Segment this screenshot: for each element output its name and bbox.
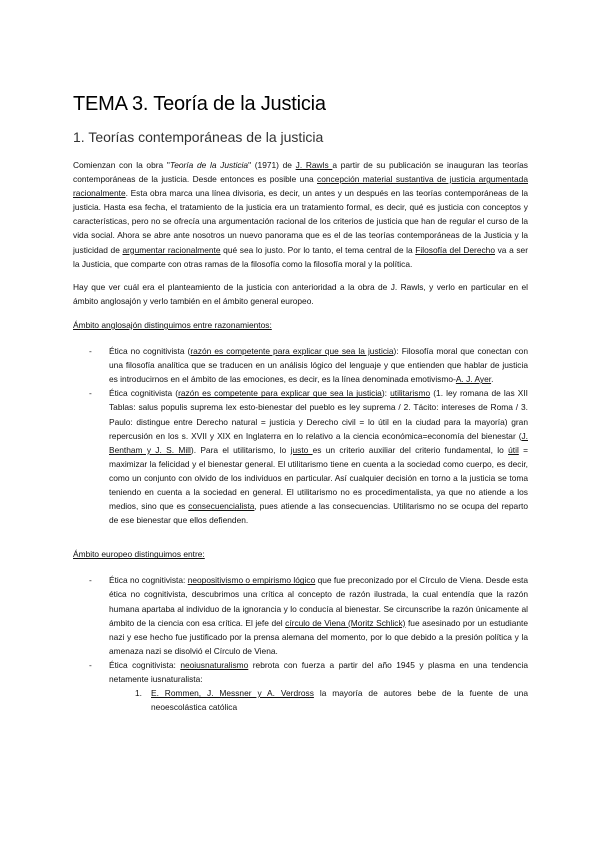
list-item: - Ética cognitivista (razón es competente para explicar que sea la justicia): utilitarismo (1. ley romana de las XII Tablas: salus populis suprema lex esto-bienestar del pueblo es ley suprema / 2. Tácito: intereses de Roma / 3. Paulo: distingue entre Derecho natural = justicia y Derecho civil = lo útil en la ciudad para la mayoría) gran repercusión en los s. XVII y XIX en Inglaterra en lo relativo a la ciencia económica=economía del bienestar (J. Bentham y J. S. Mill). Para el utilitarismo, lo justo es un criterio auxiliar del criterio fundamental, lo útil = maximizar la felicidad y el bienestar general. El utilitarismo tiene en cuenta a la sociedad como cuerpo, es decir, como un conjunto con olvido de los individuos en particular. Así cualquier decisión en torno a la justicia se toma teniendo en cuenta a la sociedad en general. El utilitarismo no es procedimentalista, ya que no atiende a los medios, sino que es consecuencialista, pues atiende a las consecuencias. Utilitarismo no se ocupa del reparto de ese bienestar que ellos defienden.: [89, 388, 529, 526]
europe-section-heading: Ámbito europeo distinguimos entre:: [73, 549, 205, 560]
book-title: Teoría de la Justicia: [169, 160, 249, 170]
filosofia-ref: Filosofía del Derecho: [415, 244, 495, 255]
list-item: - Ética cognitivista: neoiusnaturalismo rebrota con fuerza a partir del año 1945 y plasma en una tendencia netamente iusnaturalista: 1. E. Rommen, J. Messner y A. Verdross la mayoría de autores bebe de la fuente de una neoescolástica católica: [73, 658, 528, 714]
argumentar-ref: argumentar racionalmente: [122, 244, 221, 255]
list-item: - Ética no cognitivista (razón es competente para explicar que sea la justicia): Filosofía moral que conectan con una filosofía analítica que se traducen en un análisis lógico del lenguaje y que entienden que hablar de justicia es introducirnos en el ámbito de las emociones, es decir, es la línea denominada emotivismo-A. J. Ayer.: [89, 346, 528, 385]
document-body: [73, 158, 528, 714]
anglo-list: [73, 344, 528, 527]
europe-list: [73, 573, 528, 714]
numbered-item: 1. E. Rommen, J. Messner y A. Verdross la mayoría de autores bebe de la fuente de una neoescolástica católica: [135, 688, 528, 713]
numbered-sublist: [109, 686, 528, 714]
rawls-ref: J. Rawls: [295, 160, 333, 170]
intro-paragraph: Comienzan con la obra "Teoría de la Justicia" (1971) de J. Rawls a partir de su publicación se inauguran las teorías contemporáneas de la justicia. Desde entonces es posible una concepción material sustantiva de justicia argumentada racionalmente. Esta obra marca una línea divisoria, es decir, un antes y un después en las teorías contemporáneas de la justicia. Hasta esa fecha, el tratamiento de la justicia era un tratamiento formal, es decir, qué es justicia con conceptos y características, pero no se ofrecía una argumentación racional de los criterios de justicia que han de regular el curso de la vida social. Ahora se abre ante nosotros un nuevo panorama que es el de las teorías contemporáneas de la Justicia y la justicidad de argumentar racionalmente qué sea lo justo. Por lo tanto, el tema central de la Filosofía del Derecho va a ser la Justicia, que comparte con otras ramas de la filosofía como la filosofía moral y la política.: [73, 160, 529, 269]
section-heading: 1. Teorías contemporáneas de la justicia: [73, 129, 324, 145]
page-title: TEMA 3. Teoría de la Justicia: [73, 93, 326, 115]
list-item: - Ética no cognitivista: neopositivismo o empirismo lógico que fue preconizado por el Círculo de Viena. Desde esta ética no cognitivista, descubrimos una crítica al concepto de razón ilustrada, la cual entendía que la razón humana apartaba al individuo de la ignorancia y lo conducía al bienestar. Se circunscribe la razón únicamente al ámbito de la ciencia con esa crítica. El jefe del círculo de Viena (Moritz Schlick) fue asesinado por un estudiante nazi y ese hecho fue justificado por la prensa alemana del momento, por lo que debido a la presión política y la amenaza nazi se disolvió el Círculo de Viena.: [89, 575, 528, 656]
anglo-section-heading: Ámbito anglosajón distinguimos entre razonamientos:: [73, 319, 272, 330]
concepcion-ref: concepción material sustantiva de justicia argumentada racionalmente: [73, 174, 528, 199]
second-paragraph: Hay que ver cuál era el planteamiento de la justicia con anterioridad a la obra de J. Rawls, y verlo en particular en el ámbito anglosajón y verlo también en el ámbito general europeo.: [73, 281, 528, 306]
